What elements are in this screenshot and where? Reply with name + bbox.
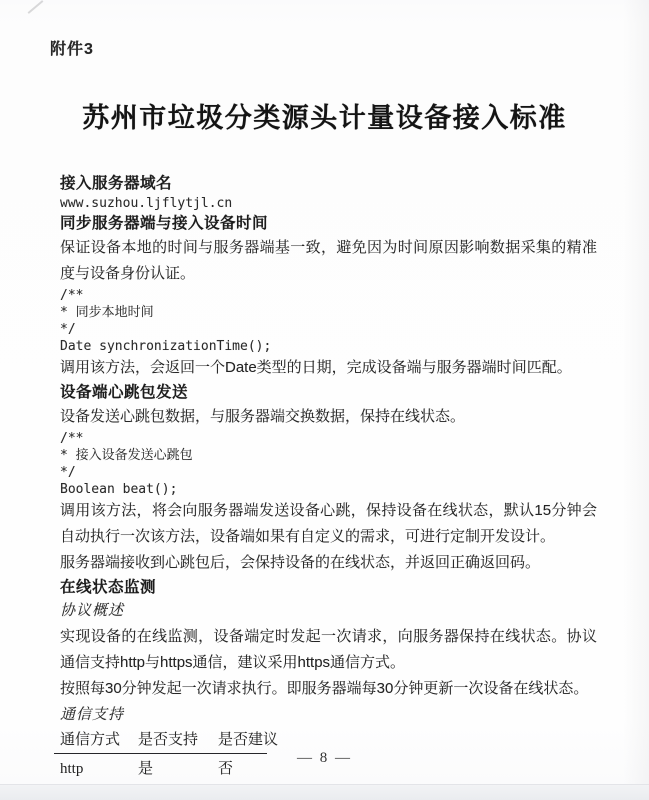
section-heading: 同步服务器端与接入设备时间 [60,215,269,232]
table-header-cell: 是否支持 [138,731,199,748]
page-title: 苏州市垃圾分类源头计量设备接入标准 [82,103,567,133]
code-line: Boolean beat(); [60,482,178,497]
body-paragraph: 按照每30分钟发起一次请求执行。即服务器端每30分钟更新一次设备在线状态。 [60,680,589,697]
attachment-label: 附件3 [50,41,94,58]
table-header-row [60,729,597,750]
section-heading: 设备端心跳包发送 [60,384,189,401]
body-paragraph: 服务器端接收到心跳包后，会保持设备的在线状态，并返回正确返回码。 [60,554,541,571]
code-line: Date synchronizationTime(); [60,339,272,354]
code-line: * 接入设备发送心跳包 [60,448,193,463]
subsection-heading: 协议概述 [60,603,125,619]
document-body [60,172,597,781]
body-paragraph: 保证设备本地的时间与服务器端基一致，避免因为时间原因影响数据采集的精准度与设备身份认证。 [60,239,597,282]
body-paragraph: 设备发送心跳包数据，与服务器端交换数据，保持在线状态。 [60,408,466,425]
body-paragraph: 调用该方法，会返回一个Date类型的日期，完成设备端与服务器端时间匹配。 [60,359,572,376]
body-paragraph: 实现设备的在线监测，设备端定时发起一次请求，向服务器保持在线状态。协议通信支持http与https通信，建议采用https通信方式。 [60,628,597,671]
subsection-heading: 通信支持 [60,707,125,723]
code-line: /** [60,431,84,446]
page-number: — 8 — [297,750,352,766]
code-line: www.suzhou.ljflytjl.cn [60,196,233,211]
table-header-cell: 通信方式 [60,731,121,748]
table-cell: 是 [138,760,154,777]
code-line: */ [60,465,76,480]
section-heading: 在线状态监测 [60,579,157,596]
table-cell: 否 [218,760,234,777]
table-header-cell: 是否建议 [218,731,279,748]
scan-artifact-mark [28,0,44,14]
table-cell: http [60,761,84,777]
section-heading: 接入服务器域名 [60,175,173,192]
code-line: /** [60,288,84,303]
scan-bottom-band [0,784,649,800]
body-paragraph: 调用该方法，将会向服务器端发送设备心跳，保持设备在线状态，默认15分钟会自动执行一次该方法，设备端如果有自定义的需求，可进行定制开发设计。 [60,502,597,545]
code-line: * 同步本地时间 [60,305,154,320]
code-line: */ [60,322,76,337]
